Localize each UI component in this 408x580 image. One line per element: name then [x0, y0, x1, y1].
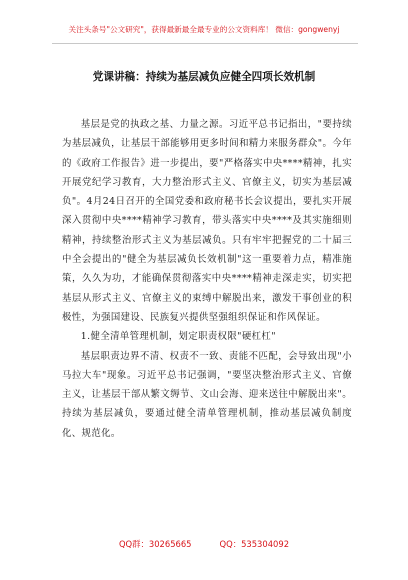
document-body — [62, 115, 352, 443]
document-title: 党课讲稿：持续为基层减负应健全四项长效机制 — [92, 71, 316, 83]
header-divider — [52, 43, 358, 44]
footer-qq-group: QQ群：30265665 — [118, 539, 192, 549]
section-heading: 1.健全清单管理机制，划定职责权限"硬杠杠" — [80, 331, 276, 343]
header-banner: 关注头条号"公文研究"，获得最新最全最专业的公文资料库！ 微信：gongwenyj — [68, 25, 340, 34]
body-paragraph: 基层是党的执政之基、力量之源。习近平总书记指出，"要持续为基层减负，让基层干部能够用更多时间和精力来服务群众"。今年的《政府工作报告》进一步提出，要"严格落实中央****精神，扎实开展党纪学习教育，大力整治形式主义、官僚主义，切实为基层减负"。4月24日召开的全国党委和政府秘书长会议提出，要扎实开展深入贯彻中央****精神学习教育，带头落实中央****及其实施细则精神，持续整治形式主义为基层减负。只有牢牢把握党的二十届三中全会提出的"健全为基层减负长效机制"这一重要着力点，精准施策，久久为功，才能确保贯彻落实中央****精神走深走实，切实把基层从形式主义、官僚主义的束缚中解脱出来，激发干事创业的积极性，为强国建设、民族复兴提供坚强组织保证和作风保证。 — [62, 119, 352, 323]
footer-contact — [0, 538, 408, 550]
footer-qq: QQ：535304092 — [219, 539, 290, 549]
section-paragraph: 基层职责边界不清、权责不一致、责能不匹配，会导致出现"小马拉大车"现象。习近平总书记强调，"要坚决整治形式主义、官僚主义，让基层干部从繁文缛节、文山会海、迎来送往中解脱出来"。持续为基层减负，要通过健全清单管理机制，推动基层减负制度化、规范化。 — [62, 350, 352, 439]
